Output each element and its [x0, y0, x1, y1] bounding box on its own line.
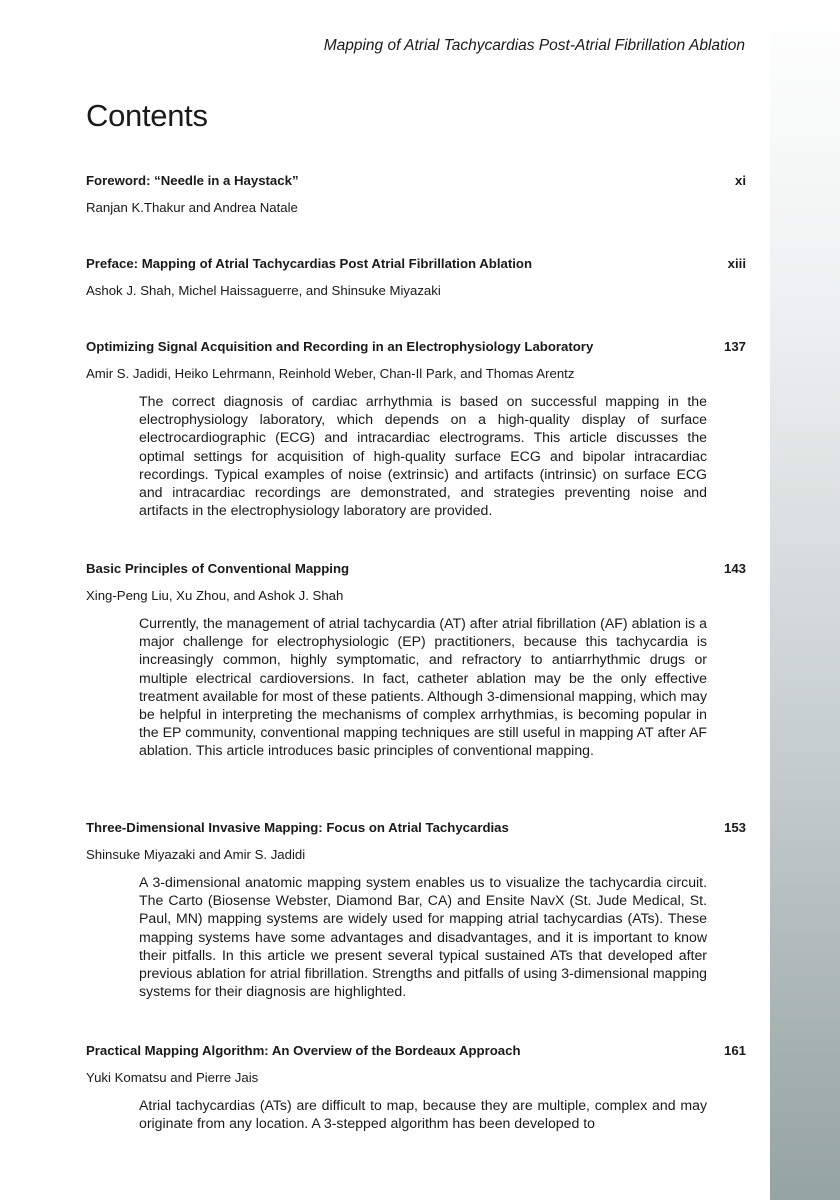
- toc-entry-3d-mapping: [86, 818, 746, 1000]
- toc-entry-preface: [86, 254, 746, 301]
- entry-page-number[interactable]: xiii: [727, 256, 746, 271]
- entry-page-number[interactable]: 153: [723, 820, 746, 835]
- toc-entry-bordeaux-approach: [86, 1041, 746, 1132]
- entry-page-number[interactable]: 143: [723, 561, 746, 576]
- toc-entry-signal-acquisition: [86, 337, 746, 519]
- entry-abstract: A 3-dimensional anatomic mapping system enables us to visualize the tachycardia circuit. The Carto (Biosense Webster, Diamond Bar, CA) and Ensite NavX (St. Jude Medical, St. Paul, MN) mapping systems are widely used for mapping atrial tachycardias (ATs). These mapping systems have some advantages and disadvantages, and it is important to know their pitfalls. In this article we present several typical sustained ATs that developed after previous ablation for atrial fibrillation. Strengths and pitfalls of using 3-dimensional mapping systems for their diagnosis are highlighted.: [139, 874, 707, 1000]
- entry-title[interactable]: Practical Mapping Algorithm: An Overview of the Bordeaux Approach: [86, 1043, 521, 1058]
- entry-authors: Ashok J. Shah, Michel Haissaguerre, and Shinsuke Miyazaki: [86, 283, 441, 298]
- entry-abstract: The correct diagnosis of cardiac arrhythmia is based on successful mapping in the electrophysiology laboratory, which depends on a high-quality display of surface electrocardiographic (ECG) and intracardiac electrograms. This article discusses the optimal settings for acquisition of high-quality surface ECG and bipolar intracardiac recordings. Typical examples of noise (extrinsic) and artifacts (intrinsic) on surface ECG and intracardiac recordings are demonstrated, and strategies preventing noise and artifacts in the electrophysiology laboratory are provided.: [139, 393, 707, 519]
- entry-abstract: Atrial tachycardias (ATs) are difficult to map, because they are multiple, complex and may originate from any location. A 3-stepped algorithm has been developed to: [139, 1097, 707, 1132]
- entry-title[interactable]: Preface: Mapping of Atrial Tachycardias Post Atrial Fibrillation Ablation: [86, 256, 533, 271]
- page-heading: Contents: [86, 98, 208, 133]
- entry-authors: Amir S. Jadidi, Heiko Lehrmann, Reinhold Weber, Chan-Il Park, and Thomas Arentz: [86, 366, 575, 381]
- side-color-band: [770, 0, 840, 1200]
- entry-title[interactable]: Foreword: “Needle in a Haystack”: [86, 173, 299, 188]
- entry-authors: Ranjan K.Thakur and Andrea Natale: [86, 200, 298, 215]
- entry-authors: Yuki Komatsu and Pierre Jais: [86, 1070, 259, 1085]
- entry-title[interactable]: Three-Dimensional Invasive Mapping: Focus on Atrial Tachycardias: [86, 820, 509, 835]
- toc-entry-conventional-mapping: [86, 559, 746, 760]
- entry-abstract: Currently, the management of atrial tachycardia (AT) after atrial fibrillation (AF) ablation is a major challenge for electrophysiologic (EP) practitioners, because this tachycardia is increasingly common, highly symptomatic, and refractory to antiarrhythmic drugs or multiple electrical cardioversions. In fact, catheter ablation may be the only effective treatment available for most of these patients. Although 3-dimensional mapping, which may be helpful in interpreting the mechanisms of complex arrhythmias, is becoming popular in the EP community, conventional mapping techniques are still useful in mapping AT after AF ablation. This article introduces basic principles of conventional mapping.: [139, 615, 707, 759]
- entry-page-number[interactable]: 137: [723, 339, 746, 354]
- toc-entry-foreword: [86, 171, 746, 218]
- entry-title[interactable]: Basic Principles of Conventional Mapping: [86, 561, 350, 576]
- entry-page-number[interactable]: 161: [723, 1043, 746, 1058]
- running-head: Mapping of Atrial Tachycardias Post-Atrial Fibrillation Ablation: [323, 37, 745, 54]
- entry-title[interactable]: Optimizing Signal Acquisition and Recording in an Electrophysiology Laboratory: [86, 339, 594, 354]
- entry-authors: Shinsuke Miyazaki and Amir S. Jadidi: [86, 847, 306, 862]
- entry-authors: Xing-Peng Liu, Xu Zhou, and Ashok J. Shah: [86, 588, 344, 603]
- entry-page-number[interactable]: xi: [735, 173, 746, 188]
